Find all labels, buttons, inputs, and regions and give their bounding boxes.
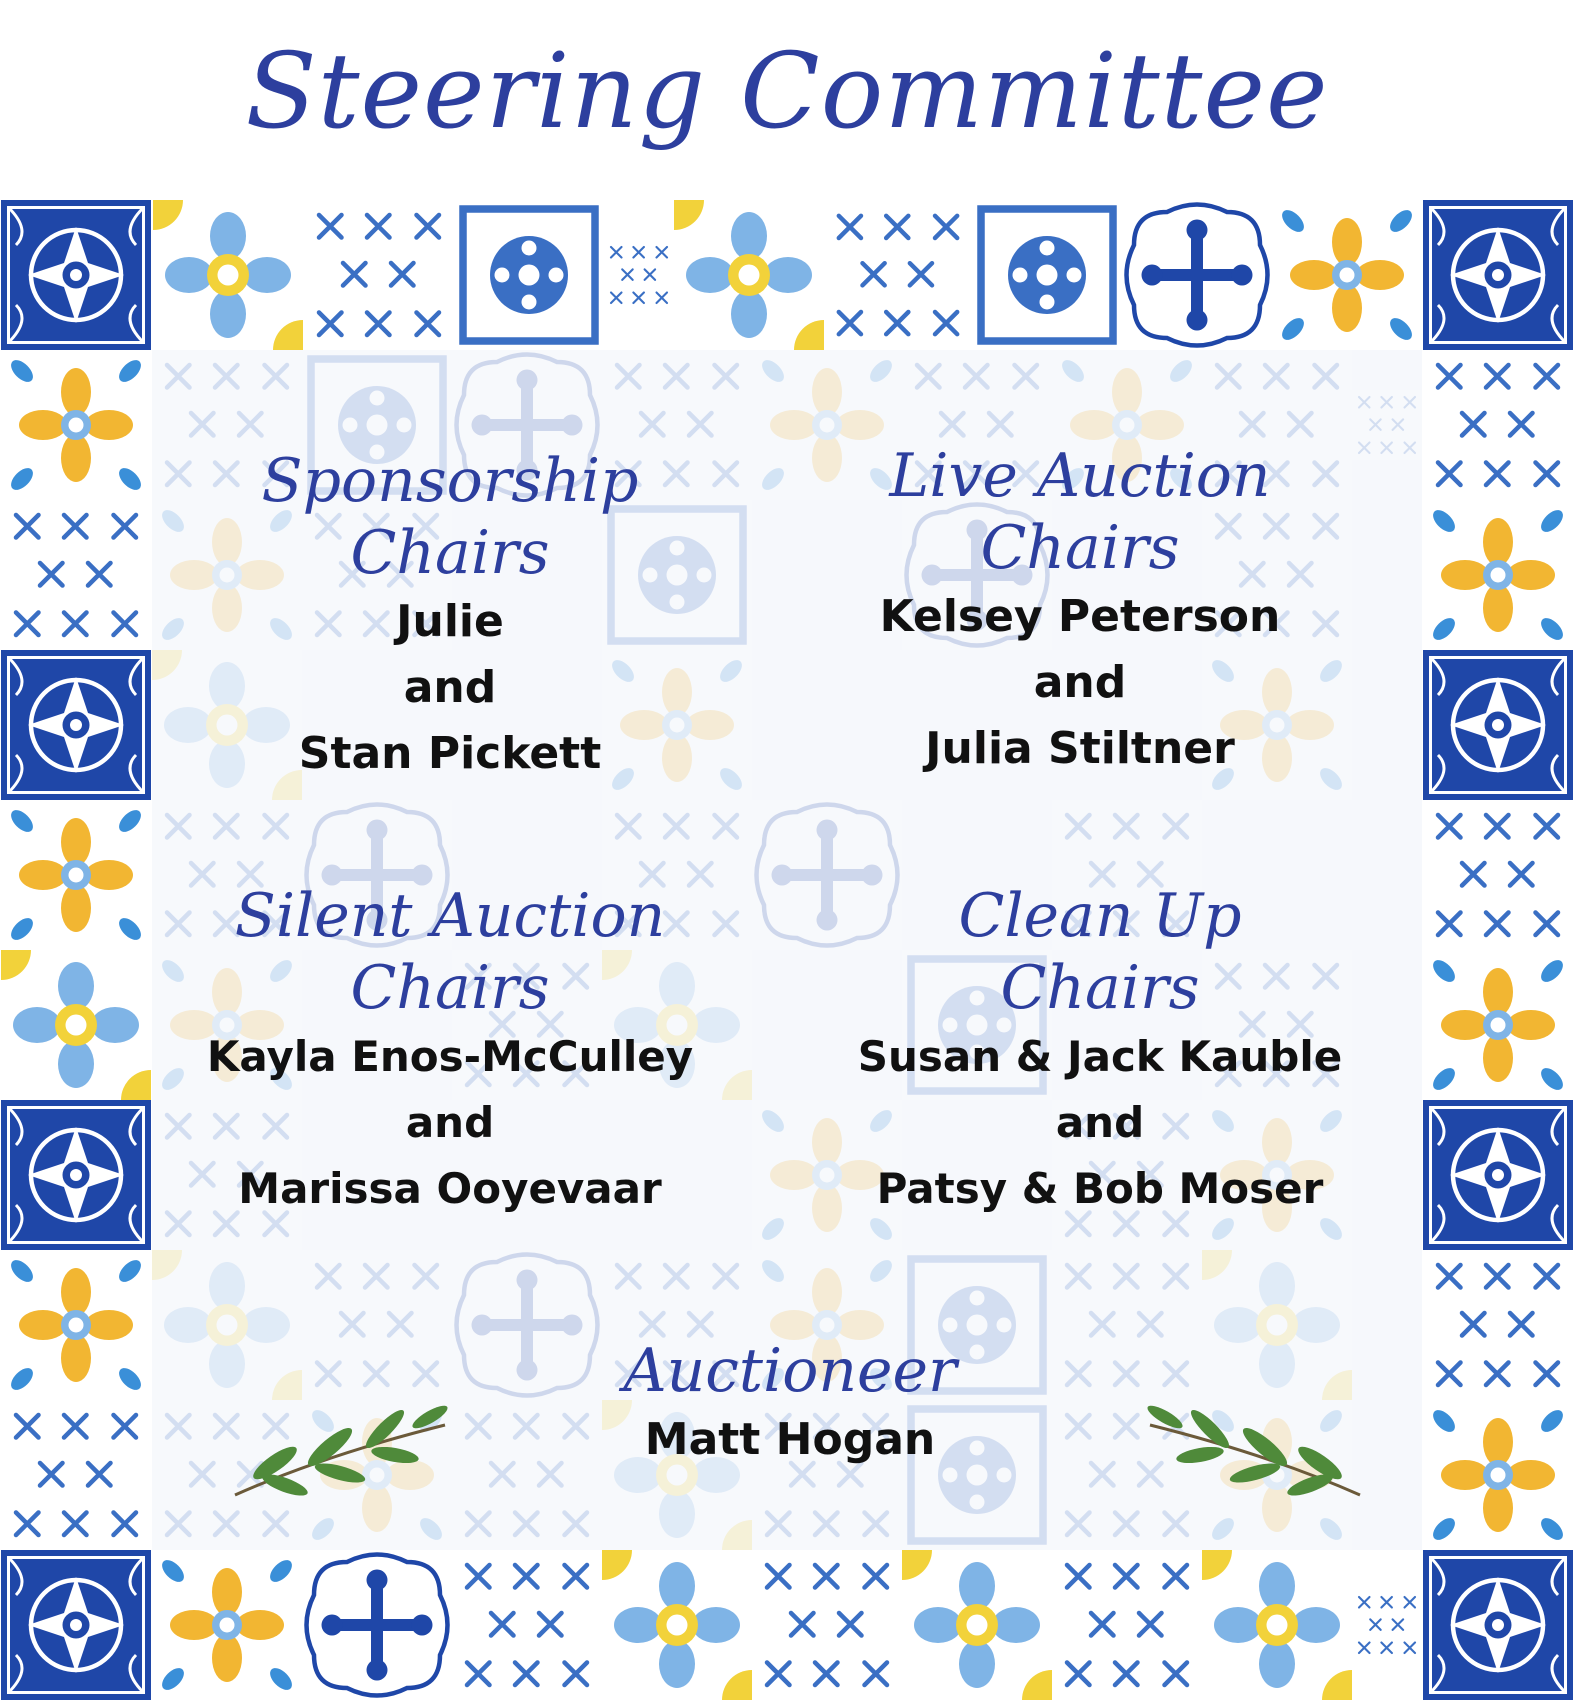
section-heading: Silent Auction: [234, 881, 666, 951]
yellow-flower-tile-icon: [0, 1250, 152, 1400]
lattice-tile-icon: [604, 200, 674, 350]
clean-up-chairs-section: [790, 880, 1410, 1222]
live-auction-chairs-section: [800, 440, 1360, 782]
section-heading: Chairs: [980, 513, 1180, 583]
yellow-flower-tile-icon: [0, 350, 152, 500]
auctioneer-section: [560, 1335, 1020, 1473]
cross-tile-icon: [1122, 200, 1272, 350]
section-heading: Chairs: [350, 953, 550, 1023]
blue-flower-tile-icon: [602, 1550, 752, 1700]
chair-name: Julie: [396, 596, 504, 647]
blue-flower-tile-icon: [674, 200, 824, 350]
lattice-tile-icon: [752, 1550, 902, 1700]
connector-and: and: [405, 1098, 495, 1147]
yellow-flower-tile-icon: [1422, 950, 1574, 1100]
chair-name: Kayla Enos-McCulley: [206, 1032, 694, 1081]
section-heading: Live Auction: [889, 441, 1271, 511]
lattice-tile-icon: [0, 1400, 152, 1550]
square-rosette-tile-icon: [454, 200, 604, 350]
dark-blue-medallion-tile-icon: [1422, 200, 1574, 350]
connector-and: and: [403, 662, 497, 713]
yellow-flower-tile-icon: [1272, 200, 1422, 350]
dark-blue-medallion-tile-icon: [0, 1550, 152, 1700]
tile-border-right: [1422, 350, 1574, 1550]
chair-name: Patsy & Bob Moser: [876, 1164, 1324, 1213]
square-rosette-tile-icon: [972, 200, 1122, 350]
yellow-flower-tile-icon: [1422, 500, 1574, 650]
lattice-tile-icon: [1052, 1550, 1202, 1700]
tile-border-bottom: [0, 1550, 1574, 1700]
silent-auction-chairs-section: [150, 880, 750, 1222]
sponsorship-chairs-section: [210, 445, 690, 787]
blue-flower-tile-icon: [152, 200, 304, 350]
dark-blue-medallion-tile-icon: [0, 650, 152, 800]
chair-name: Stan Pickett: [298, 728, 602, 779]
section-heading: Sponsorship: [261, 446, 639, 516]
section-heading: Auctioneer: [623, 1336, 957, 1406]
yellow-flower-tile-icon: [1422, 1400, 1574, 1550]
lattice-tile-icon: [1422, 1250, 1574, 1400]
tile-border-left: [0, 350, 152, 1550]
lattice-tile-icon: [1352, 1550, 1422, 1700]
yellow-flower-tile-icon: [152, 1550, 302, 1700]
cross-tile-icon: [302, 1550, 452, 1700]
dark-blue-medallion-tile-icon: [0, 200, 152, 350]
page-title: Steering Committee: [245, 30, 1329, 152]
chair-name: Susan & Jack Kauble: [857, 1032, 1343, 1081]
chair-name: Kelsey Peterson: [879, 591, 1281, 642]
lattice-tile-icon: [304, 200, 454, 350]
chair-name: Marissa Ooyevaar: [238, 1164, 662, 1213]
olive-branch-icon: [1140, 1385, 1370, 1515]
section-heading: Clean Up: [958, 881, 1242, 951]
auctioneer-name: Matt Hogan: [644, 1414, 936, 1465]
chair-name: Julia Stiltner: [925, 723, 1235, 774]
dark-blue-medallion-tile-icon: [0, 1100, 152, 1250]
dark-blue-medallion-tile-icon: [1422, 1100, 1574, 1250]
blue-flower-tile-icon: [0, 950, 152, 1100]
yellow-flower-tile-icon: [0, 800, 152, 950]
connector-and: and: [1055, 1098, 1145, 1147]
dark-blue-medallion-tile-icon: [1422, 1550, 1574, 1700]
dark-blue-medallion-tile-icon: [1422, 650, 1574, 800]
section-heading: Chairs: [350, 518, 550, 588]
lattice-tile-icon: [0, 500, 152, 650]
olive-branch-icon: [225, 1385, 455, 1515]
blue-flower-tile-icon: [1202, 1550, 1352, 1700]
lattice-tile-icon: [1422, 350, 1574, 500]
connector-and: and: [1033, 657, 1127, 708]
section-heading: Chairs: [1000, 953, 1200, 1023]
tile-border-top: [0, 200, 1574, 350]
lattice-tile-icon: [824, 200, 972, 350]
lattice-tile-icon: [1422, 800, 1574, 950]
blue-flower-tile-icon: [902, 1550, 1052, 1700]
lattice-tile-icon: [452, 1550, 602, 1700]
